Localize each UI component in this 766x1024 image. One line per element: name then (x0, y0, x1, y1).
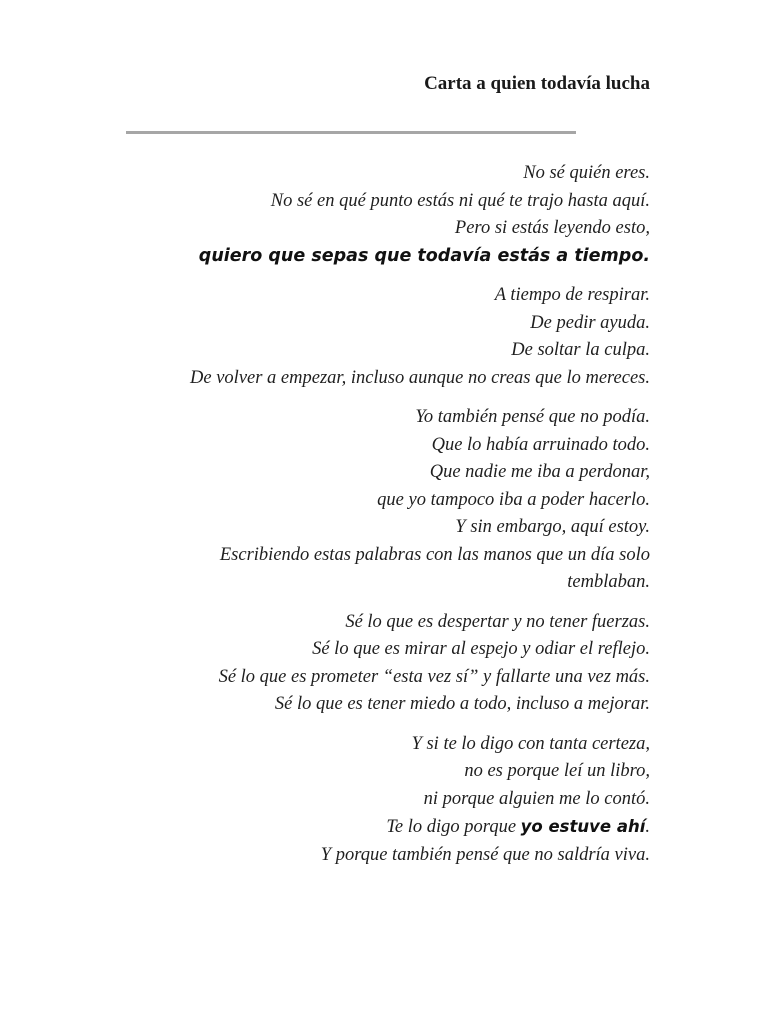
stanza-4 (180, 609, 650, 719)
letter-line: No sé en qué punto estás ni qué te trajo hasta aquí. (270, 190, 650, 211)
title-divider (126, 131, 576, 134)
letter-line: Y sin embargo, aquí estoy. (455, 517, 650, 537)
letter-line: A tiempo de respirar. (494, 285, 650, 305)
page-title: Carta a quien todavía lucha (424, 73, 650, 94)
letter-line: Sé lo que es mirar al espejo y odiar el reflejo. (312, 639, 650, 659)
letter-line: Y si te lo digo con tanta certeza, (411, 733, 650, 754)
letter-line: no es porque leí un libro, (464, 761, 650, 781)
line-suffix: . (645, 817, 650, 837)
letter-body (180, 160, 650, 881)
emphasized-line: quiero que sepas que todavía estás a tiempo. (198, 245, 650, 266)
letter-line: Sé lo que es despertar y no tener fuerzas. (345, 611, 650, 632)
letter-line: Que lo había arruinado todo. (431, 434, 650, 455)
emphasized-phrase: yo estuve ahí (520, 817, 646, 836)
stanza-1 (180, 160, 650, 270)
letter-line: que yo tampoco iba a poder hacerlo. (377, 489, 650, 510)
letter-line: Sé lo que es tener miedo a todo, incluso a mejorar. (274, 694, 650, 714)
letter-line: De volver a empezar, incluso aunque no creas que lo mereces. (190, 367, 650, 388)
letter-line: Pero si estás leyendo esto, (454, 218, 650, 238)
letter-line-with-emphasis (180, 813, 650, 842)
letter-line: ni porque alguien me lo contó. (423, 788, 650, 809)
letter-line: Yo también pensé que no podía. (415, 407, 650, 427)
line-prefix: Te lo digo porque (386, 817, 521, 837)
letter-line: Escribiendo estas palabras con las manos que un día solo temblaban. (219, 544, 650, 592)
letter-line: De pedir ayuda. (530, 312, 650, 333)
letter-line: Que nadie me iba a perdonar, (429, 462, 650, 482)
letter-line: De soltar la culpa. (511, 340, 650, 360)
letter-line: Y porque también pensé que no saldría viva. (320, 844, 650, 865)
letter-line: No sé quién eres. (523, 163, 650, 183)
stanza-5 (180, 731, 650, 870)
stanza-2 (180, 282, 650, 392)
letter-line: Sé lo que es prometer “esta vez sí” y fallarte una vez más. (218, 666, 650, 687)
stanza-3 (180, 404, 650, 597)
